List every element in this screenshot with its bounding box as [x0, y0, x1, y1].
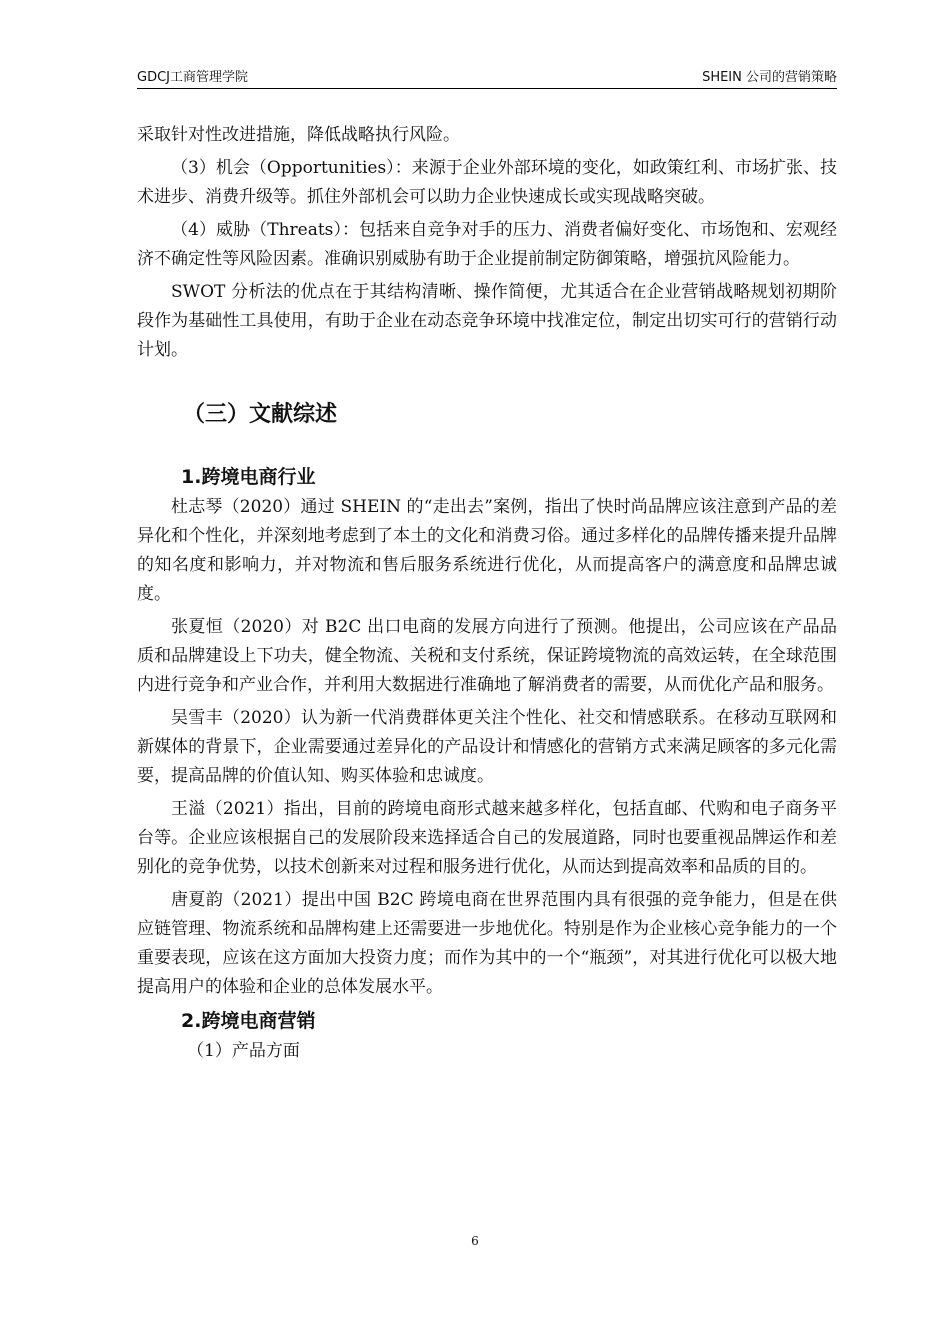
paragraph-literature: 王溢（2021）指出，目前的跨境电商形式越来越多样化，包括直邮、代购和电子商务平台等。企业应该根据自己的发展阶段来选择适合自己的发展道路，同时也要重视品牌运作和差别化的竞争优势，以技术创新来对过程和服务进行优化，从而达到提高效率和品质的目的。	[137, 799, 837, 877]
page-header	[137, 66, 837, 86]
document-body	[137, 121, 837, 1066]
paragraph-opportunities: （3）机会（Opportunities）：来源于企业外部环境的变化，如政策红利、市场扩张、技术进步、消费升级等。抓住外部机会可以助力企业快速成长或实现战略突破。	[137, 158, 837, 207]
paragraph-swot-summary: SWOT 分析法的优点在于其结构清晰、操作简便，尤其适合在企业营销战略规划初期阶段作为基础性工具使用，有助于企业在动态竞争环境中找准定位，制定出切实可行的营销行动计划。	[137, 282, 837, 360]
paragraph-literature: 吴雪丰（2020）认为新一代消费群体更关注个性化、社交和情感联系。在移动互联网和新媒体的背景下，企业需要通过差异化的产品设计和情感化的营销方式来满足顾客的多元化需要，提高品牌的价值认知、购买体验和忠诚度。	[137, 708, 837, 786]
subheading-cross-border-marketing: 2.跨境电商营销	[181, 1010, 316, 1032]
header-title: SHEIN 公司的营销策略	[702, 70, 837, 85]
subheading-cross-border-industry: 1.跨境电商行业	[181, 466, 316, 488]
paragraph-literature: 唐夏韵（2021）提出中国 B2C 跨境电商在世界范围内具有很强的竞争能力，但是在供应链管理、物流系统和品牌构建上还需要进一步地优化。特别是作为企业核心竞争能力的一个重要表现，应该在这方面加大投资力度；而作为其中的一个“瓶颈”，对其进行优化可以极大地提高用户的体验和企业的总体发展水平。	[137, 890, 837, 997]
header-divider	[137, 88, 837, 89]
paragraph: 采取针对性改进措施，降低战略执行风险。	[137, 125, 460, 145]
section-heading: （三）文献综述	[183, 402, 338, 427]
header-school: GDCJ工商管理学院	[137, 70, 248, 85]
paragraph-literature: 杜志琴（2020）通过 SHEIN 的“走出去”案例，指出了快时尚品牌应该注意到产品的差异化和个性化，并深刻地考虑到了本土的文化和消费习俗。通过多样化的品牌传播来提升品牌的知名度和影响力，并对物流和售后服务系统进行优化，从而提高客户的满意度和品牌忠诚度。	[137, 497, 837, 604]
paragraph-threats: （4）威胁（Threats）：包括来自竞争对手的压力、消费者偏好变化、市场饱和、宏观经济不确定性等风险因素。准确识别威胁有助于企业提前制定防御策略，增强抗风险能力。	[137, 220, 837, 269]
page-number: 6	[471, 1234, 479, 1248]
list-item-product: （1）产品方面	[187, 1041, 300, 1061]
paragraph-literature: 张夏恒（2020）对 B2C 出口电商的发展方向进行了预测。他提出，公司应该在产品品质和品牌建设上下功夫，健全物流、关税和支付系统，保证跨境物流的高效运转，在全球范围内进行竞争和产业合作，并利用大数据进行准确地了解消费者的需要，从而优化产品和服务。	[137, 617, 837, 695]
